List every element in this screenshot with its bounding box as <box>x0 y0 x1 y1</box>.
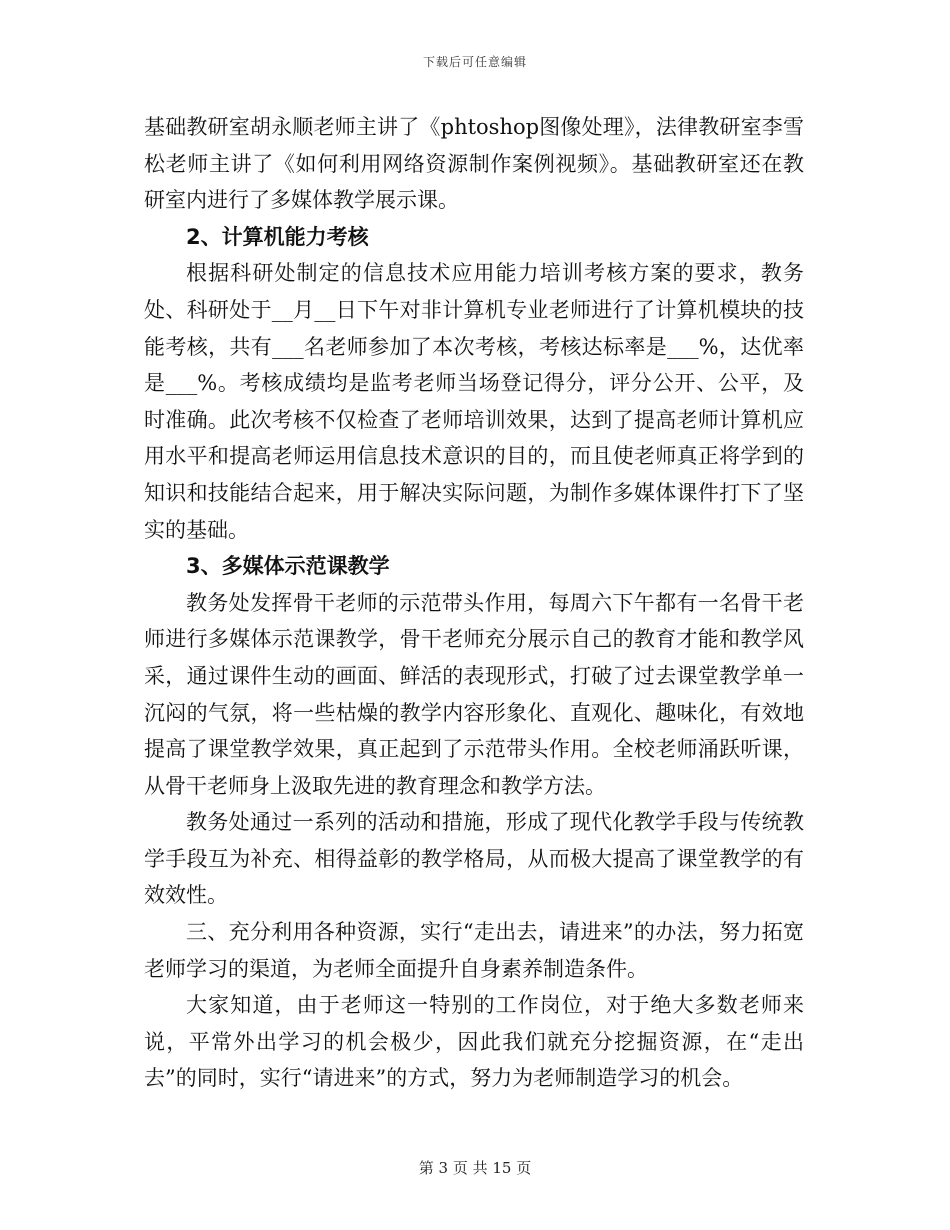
paragraph-computer-assessment: 根据科研处制定的信息技术应用能力培训考核方案的要求，教务处、科研处于__月__日下午对非计算机专业老师进行了计算机模块的技能考核，共有___名老师参加了本次考核，考核达标率是___%，达优率是___%。考核成绩均是监考老师当场登记得分，评分公开、公平，及时准确。此次考核不仅检查了老师培训效果，达到了提高老师计算机应用水平和提高老师运用信息技术意识的目的，而且使老师真正将学到的知识和技能结合起来，用于解决实际问题，为制作多媒体课件打下了坚实的基础。 <box>144 261 804 542</box>
page-header-note: 下载后可任意编辑 <box>422 55 527 69</box>
paragraph-teaching-pattern: 教务处通过一系列的活动和措施，形成了现代化教学手段与传统教学手段互为补充、相得益彰的教学格局，从而极大提高了课堂教学的有效效性。 <box>144 810 804 908</box>
paragraph-teaching-lectures: 基础教研室胡永顺老师主讲了《phtoshop图像处理》，法律教研室李雪松老师主讲了《如何利用网络资源制作案例视频》。基础教研室还在教研室内进行了多媒体教学展示课。 <box>144 115 804 213</box>
paragraph-multimedia-demo: 教务处发挥骨干老师的示范带头作用，每周六下午都有一名骨干老师进行多媒体示范课教学，骨干老师充分展示自己的教育才能和教学风采，通过课件生动的画面、鲜活的表现形式，打破了过去课堂教学单一沉闷的气氛，将一些枯燥的教学内容形象化、直观化、趣味化，有效地提高了课堂教学效果，真正起到了示范带头作用。全校老师涌跃听课，从骨干老师身上汲取先进的教育理念和教学方法。 <box>144 590 804 798</box>
paragraph-resources-heading: 三、充分利用各种资源，实行“走出去，请进来”的办法，努力拓宽老师学习的渠道，为老师全面提升自身素养制造条件。 <box>144 920 804 981</box>
paragraph-learning-opportunities: 大家知道，由于老师这一特别的工作岗位，对于绝大多数老师来说，平常外出学习的机会极少，因此我们就充分挖掘资源，在“走出去”的同时，实行“请进来”的方式，努力为老师制造学习的机会。 <box>144 993 804 1091</box>
page-number: 第 3 页 共 15 页 <box>418 1159 532 1177</box>
section-heading-multimedia-demo: 3、多媒体示范课教学 <box>186 554 390 579</box>
document-body <box>144 109 804 1097</box>
section-heading-computer-assessment: 2、计算机能力考核 <box>186 224 369 249</box>
